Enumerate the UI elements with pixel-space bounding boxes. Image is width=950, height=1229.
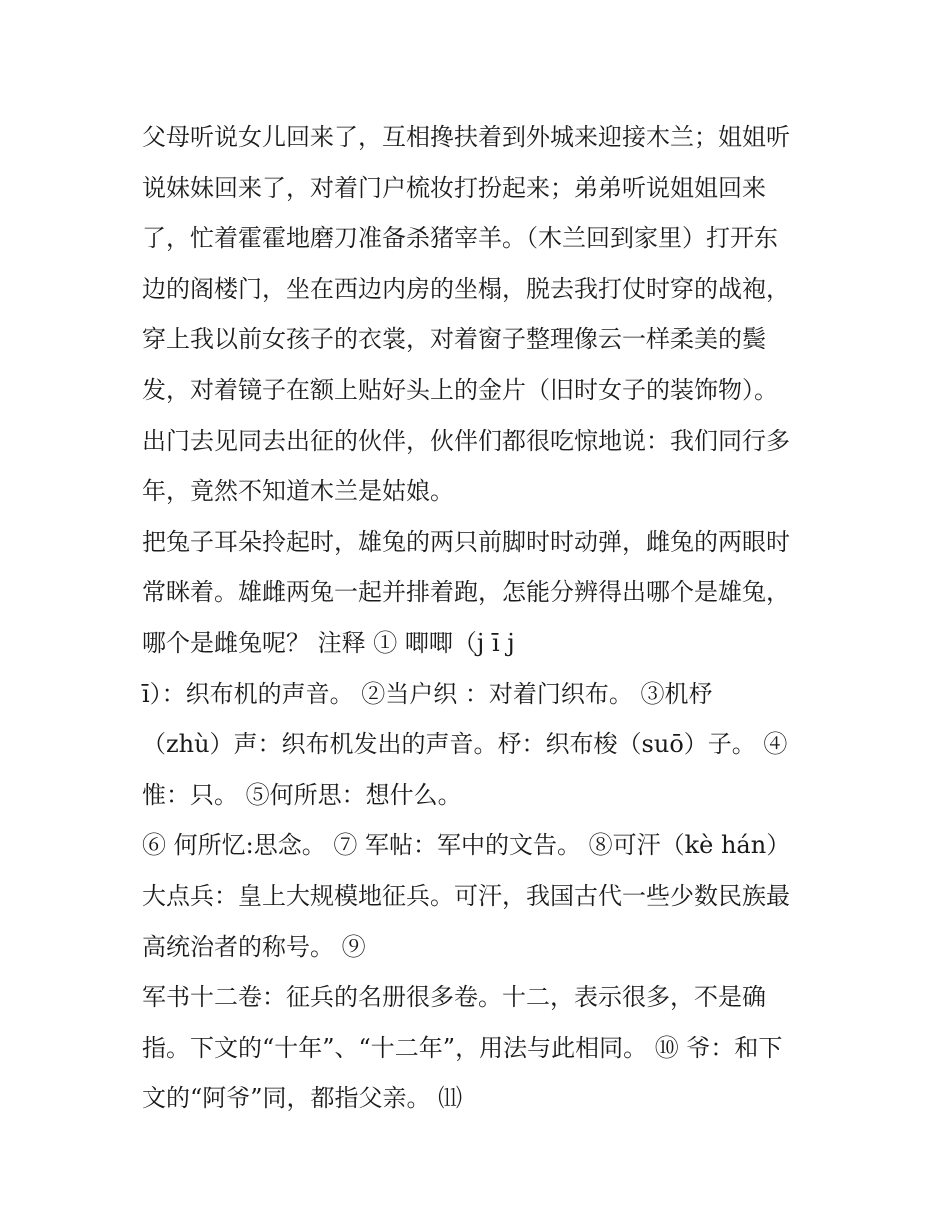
- text-line: ī）：织布机的声音。 ②当户织 ：对着门织布。 ③机杼: [142, 679, 713, 708]
- text-line: （zhù）声：织布机发出的声音。杼：织布梭（suō）子。 ④: [142, 730, 788, 759]
- text-line: 文的“阿爷”同，都指父亲。 ⑾: [142, 1084, 463, 1113]
- text-line: ⑥ 何所忆:思念。 ⑦ 军帖：军中的文告。 ⑧可汗（kè hán）: [142, 831, 791, 860]
- document-body: [142, 112, 822, 1124]
- text-line: 年，竟然不知道木兰是姑娘。: [142, 477, 454, 506]
- text-line: 常眯着。雄雌两兔一起并排着跑，怎能分辨得出哪个是雄兔，: [142, 578, 790, 607]
- text-line: 军书十二卷：征兵的名册很多卷。十二，表示很多，不是确: [142, 983, 766, 1012]
- text-line: 发，对着镜子在额上贴好头上的金片（旧时女子的装饰物）。: [142, 375, 778, 404]
- text-line: 大点兵：皇上大规模地征兵。可汗，我国古代一些少数民族最: [142, 881, 790, 910]
- text-line: 出门去见同去出征的伙伴，伙伴们都很吃惊地说：我们同行多: [142, 426, 790, 455]
- text-line: 哪个是雌兔呢？ 注释 ① 唧唧（j ī j: [142, 628, 515, 657]
- text-line: 了，忙着霍霍地磨刀准备杀猪宰羊。（木兰回到家里）打开东: [142, 224, 778, 253]
- text-line: 说妹妹回来了，对着门户梳妆打扮起来；弟弟听说姐姐回来: [142, 173, 766, 202]
- text-line: 指。下文的“十年”、“十二年”，用法与此相同。 ⑩ 爷：和下: [142, 1033, 783, 1062]
- text-line: 把兔子耳朵拎起时，雄兔的两只前脚时时动弹，雌兔的两眼时: [142, 527, 790, 556]
- text-line: 边的阁楼门，坐在西边内房的坐榻，脱去我打仗时穿的战袍，: [142, 274, 790, 303]
- text-line: 高统治者的称号。 ⑨: [142, 932, 366, 961]
- text-line: 惟：只。 ⑤何所思：想什么。: [142, 780, 462, 809]
- text-line: 穿上我以前女孩子的衣裳，对着窗子整理像云一样柔美的鬓: [142, 325, 766, 354]
- text-line: 父母听说女儿回来了，互相搀扶着到外城来迎接木兰；姐姐听: [142, 123, 790, 151]
